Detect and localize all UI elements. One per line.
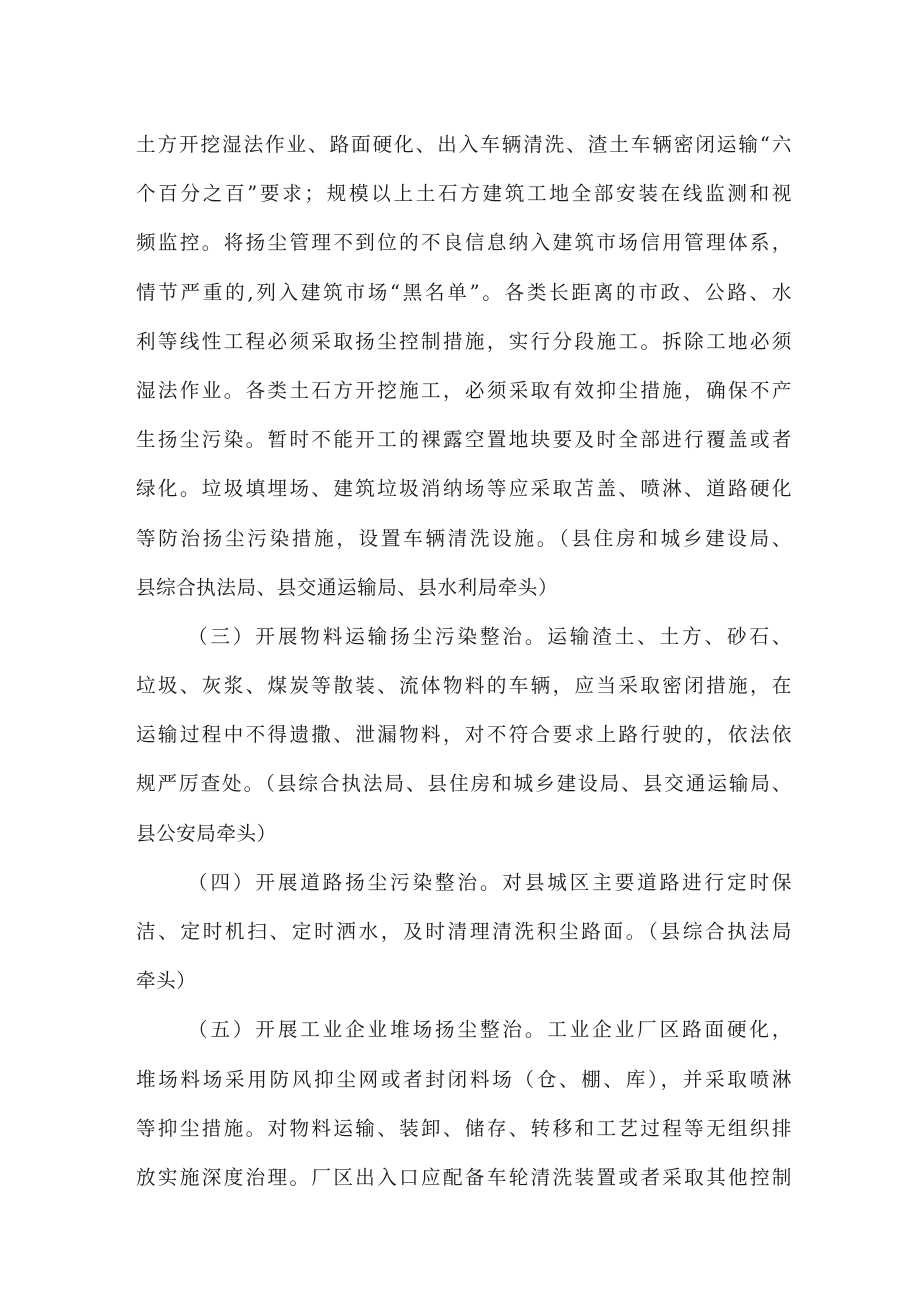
text-line: （四）开展道路扬尘污染整治。对县城区主要道路进行定时保 [188,870,792,894]
text-line: 绿化。垃圾填埋场、建筑垃圾消纳场等应采取苫盖、喷淋、道路硬化 [136,477,792,501]
text-line: 县综合执法局、县交通运输局、县水利局牵头） [136,575,559,599]
text-line: 运输过程中不得遗撒、泄漏物料，对不符合要求上路行驶的，依法依 [136,723,792,747]
paragraph-material-transport [136,612,792,858]
text-line: 规严厉查处。（县综合执法局、县住房和城乡建设局、县交通运输局、 [136,772,792,796]
text-line: 堆场料场采用防风抑尘网或者封闭料场（仓、棚、库），并采取喷淋 [136,1067,792,1091]
text-line: （五）开展工业企业堆场扬尘整治。工业企业厂区路面硬化， [188,1018,792,1042]
text-line: 垃圾、灰浆、煤炭等散装、流体物料的车辆，应当采取密闭措施，在 [136,674,792,698]
text-line: 等抑尘措施。对物料运输、装卸、储存、转移和工艺过程等无组织排 [136,1116,792,1140]
text-line: 个百分之百”要求；规模以上土石方建筑工地全部安装在线监测和视 [136,182,792,206]
text-line: 县公安局牵头） [136,821,277,845]
paragraph-construction-dust [136,120,792,612]
text-line: 湿法作业。各类土石方开挖施工，必须采取有效抑尘措施，确保不产 [136,378,792,402]
text-line: 频监控。将扬尘管理不到位的不良信息纳入建筑市场信用管理体系， [136,231,792,255]
text-line: （三）开展物料运输扬尘污染整治。运输渣土、土方、砂石、 [188,624,792,648]
paragraph-industrial-yard [136,1005,792,1202]
text-line: 生扬尘污染。暂时不能开工的裸露空置地块要及时全部进行覆盖或者 [136,428,792,452]
text-line: 放实施深度治理。厂区出入口应配备车轮清洗装置或者采取其他控制 [136,1165,792,1189]
text-line: 利等线性工程必须采取扬尘控制措施，实行分段施工。拆除工地必须 [136,329,792,353]
document-body [136,120,792,1202]
text-line: 等防治扬尘污染措施，设置车辆清洗设施。（县住房和城乡建设局、 [136,526,792,550]
paragraph-road-dust [136,858,792,1006]
text-line: 洁、定时机扫、定时洒水，及时清理清洗积尘路面。（县综合执法局 [136,920,792,943]
text-line: 牵头） [136,969,197,993]
text-line: 土方开挖湿法作业、路面硬化、出入车辆清洗、渣土车辆密闭运输“六 [136,133,792,156]
text-line: 情节严重的,列入建筑市场“黑名单”。各类长距离的市政、公路、水 [136,280,792,304]
